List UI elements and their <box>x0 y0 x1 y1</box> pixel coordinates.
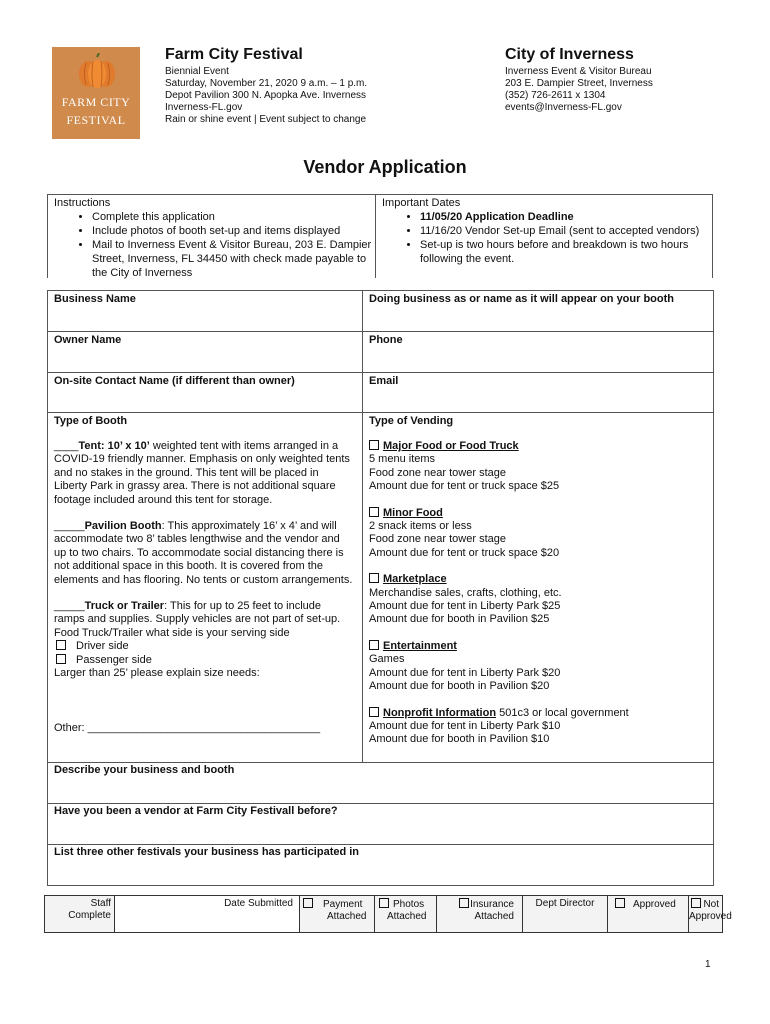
vendor-before-field[interactable]: Have you been a vendor at Farm City Festivall before? <box>54 805 338 817</box>
event-line: Rain or shine event | Event subject to change <box>165 114 367 125</box>
approved-checkbox[interactable] <box>615 898 625 908</box>
nonprofit-title: Nonprofit Information <box>383 706 497 719</box>
row-divider <box>47 844 714 845</box>
photos-checkbox[interactable] <box>379 898 389 908</box>
cell-divider <box>607 896 608 932</box>
truck-description: : This for up to 25 feet to include ramps and supplies. Supply vehicles are not part of set-up. <box>54 600 341 626</box>
nonprofit-option[interactable] <box>369 707 709 747</box>
cell-text: Not <box>703 899 719 910</box>
nonprofit-suffix: 501c3 or local government <box>496 706 629 719</box>
row-divider <box>47 331 714 332</box>
important-dates-box <box>375 194 713 278</box>
passenger-side-label: Passenger side <box>76 653 152 666</box>
truck-option[interactable] <box>54 600 354 627</box>
cell-text: Attached <box>387 911 427 922</box>
vending-detail: Merchandise sales, crafts, clothing, etc. <box>369 586 562 599</box>
not-approved-cell[interactable] <box>689 896 732 934</box>
city-details <box>505 66 653 114</box>
vending-detail: Food zone near tower stage <box>369 466 506 479</box>
instructions-heading: Instructions <box>54 197 111 209</box>
approved-cell[interactable] <box>615 896 695 934</box>
describe-business-field[interactable]: Describe your business and booth <box>54 764 235 776</box>
event-header <box>165 46 367 126</box>
event-line: Inverness-FL.gov <box>165 102 243 113</box>
cell-text: Approved <box>689 911 732 922</box>
marketplace-checkbox[interactable] <box>369 573 379 583</box>
dba-field[interactable]: Doing business as or name as it will appear on your booth <box>369 293 674 305</box>
instructions-list <box>48 210 376 280</box>
cell-text: Photos <box>393 899 425 910</box>
vending-detail: Amount due for booth in Pavilion $10 <box>369 733 550 746</box>
vending-detail: Amount due for booth in Pavilion $20 <box>369 680 550 693</box>
not-approved-checkbox[interactable] <box>691 898 701 908</box>
contact-name-field[interactable]: On-site Contact Name (if different than owner) <box>54 375 295 387</box>
cell-divider <box>299 896 300 932</box>
logo-line2: FESTIVAL <box>66 113 126 127</box>
cell-text: Approved <box>633 899 676 910</box>
vending-detail: 2 snack items or less <box>369 520 472 533</box>
vending-detail: Amount due for tent or truck space $20 <box>369 546 560 559</box>
insurance-checkbox[interactable] <box>459 898 469 908</box>
vending-type-heading: Type of Vending <box>369 415 454 427</box>
truck-blank: _____ <box>54 600 85 613</box>
event-title: Farm City Festival <box>165 46 303 63</box>
cell-text: Dept Director <box>535 898 595 909</box>
payment-attached-cell[interactable] <box>303 896 375 934</box>
column-divider <box>362 290 363 762</box>
booth-type-heading: Type of Booth <box>54 415 128 427</box>
entertainment-title: Entertainment <box>383 639 457 652</box>
tent-description: weighted tent with items arranged in a COVID-19 friendly manner. Emphasis on only weighted tents and no stakes in the ground. This tent will be placed in Liberty Park in grassy area. There is not additional square footage included around this tent for storage. <box>54 440 350 506</box>
event-line: Biennial Event <box>165 66 229 77</box>
entertainment-checkbox[interactable] <box>369 640 379 650</box>
owner-name-field[interactable]: Owner Name <box>54 334 122 346</box>
list-item: • Include photos of booth set-up and items displayed <box>92 224 376 238</box>
cell-text: Attached <box>327 911 367 922</box>
city-line: events@Inverness-FL.gov <box>505 102 622 113</box>
cell-text: Attached <box>474 911 514 922</box>
driver-side-label: Driver side <box>76 640 129 653</box>
vending-detail: Food zone near tower stage <box>369 533 506 546</box>
serving-side-question: Food Truck/Trailer what side is your serving side <box>54 626 290 639</box>
pavilion-label: Pavilion Booth <box>84 520 162 533</box>
vending-detail: Games <box>369 653 405 666</box>
row-divider <box>47 803 714 804</box>
driver-side-checkbox[interactable] <box>56 640 66 650</box>
vending-detail: 5 menu items <box>369 453 436 466</box>
payment-checkbox[interactable] <box>303 898 313 908</box>
cell-text: Insurance <box>470 899 514 910</box>
major-food-option[interactable] <box>369 440 709 494</box>
list-item: • 11/05/20 Application Deadline <box>420 210 712 224</box>
dates-list <box>376 210 712 266</box>
tent-option[interactable] <box>54 440 354 507</box>
logo-line1: FARM CITY <box>61 95 131 109</box>
row-divider <box>47 412 714 413</box>
list-item: • Set-up is two hours before and breakdown is two hours following the event. <box>420 238 712 266</box>
insurance-attached-cell[interactable] <box>409 896 514 934</box>
city-line: Inverness Event & Visitor Bureau <box>505 66 652 77</box>
date-submitted-cell[interactable] <box>115 896 299 932</box>
minor-food-title: Minor Food <box>383 506 443 519</box>
entertainment-option[interactable] <box>369 640 709 694</box>
pumpkin-icon <box>78 53 116 89</box>
vending-detail: Amount due for tent or truck space $25 <box>369 480 560 493</box>
dates-heading: Important Dates <box>382 197 461 209</box>
list-item: • Mail to Inverness Event & Visitor Bureau, 203 E. Dampier Street, Inverness, FL 34450 with check made payable to the City of Inverness <box>92 238 376 280</box>
minor-food-checkbox[interactable] <box>369 507 379 517</box>
vending-detail: Amount due for booth in Pavilion $25 <box>369 613 550 626</box>
passenger-side-checkbox[interactable] <box>56 654 66 664</box>
vending-type-section <box>369 415 709 747</box>
cell-text: Complete <box>68 910 111 921</box>
dept-director-cell <box>523 896 607 934</box>
list-item: • 11/16/20 Vendor Set-up Email (sent to accepted vendors) <box>420 224 712 238</box>
business-name-field[interactable]: Business Name <box>54 293 136 305</box>
city-line: 203 E. Dampier Street, Inverness <box>505 78 653 89</box>
marketplace-title: Marketplace <box>383 573 447 586</box>
email-field[interactable]: Email <box>369 375 399 387</box>
phone-field[interactable]: Phone <box>369 334 403 346</box>
event-line: Saturday, November 21, 2020 9 a.m. – 1 p.m. <box>165 78 368 89</box>
cell-text: Staff <box>90 898 111 909</box>
page-title: Vendor Application <box>303 157 467 177</box>
booth-type-section <box>54 415 354 681</box>
row-divider <box>47 372 714 373</box>
city-line: (352) 726-2611 x 1304 <box>505 90 606 101</box>
pavilion-description: : This approximately 16’ x 4’ and will accommodate two 8’ tables lengthwise and the vendor and up to two chairs. To accommodate social distancing there is not additional space in this booth. It is covered from the elements and has flooring. No tents or custom arrangements. <box>54 520 353 586</box>
cell-text: Date Submitted <box>224 898 293 909</box>
pavilion-option[interactable] <box>54 520 354 587</box>
major-food-title: Major Food or Food Truck <box>383 440 519 452</box>
passenger-side-option[interactable] <box>54 654 354 667</box>
minor-food-option[interactable] <box>369 507 709 561</box>
tent-blank: ____ <box>54 440 79 452</box>
other-festivals-field[interactable]: List three other festivals your business has participated in <box>54 846 360 858</box>
page-number: 1 <box>705 959 711 970</box>
other-field[interactable]: Other: ______________________________________ <box>54 722 321 734</box>
tent-label: Tent: 10’ x 10’ <box>78 440 150 452</box>
marketplace-option[interactable] <box>369 573 709 627</box>
row-divider <box>47 762 714 763</box>
cell-text: Payment <box>323 899 363 910</box>
nonprofit-checkbox[interactable] <box>369 707 379 717</box>
staff-complete-cell <box>45 896 111 934</box>
cell-divider <box>374 896 375 932</box>
size-needs-label: Larger than 25’ please explain size needs: <box>54 667 260 680</box>
city-header <box>505 46 653 114</box>
truck-label: Truck or Trailer <box>84 600 165 613</box>
vending-detail: Amount due for tent in Liberty Park $25 <box>369 600 561 613</box>
list-item: • Complete this application <box>92 210 376 224</box>
instructions-box <box>47 194 376 278</box>
major-food-checkbox[interactable] <box>369 440 379 450</box>
pavilion-blank: _____ <box>54 520 85 533</box>
office-use-table <box>44 895 732 933</box>
farm-city-festival-logo <box>52 47 140 139</box>
event-details <box>165 66 367 126</box>
city-title: City of Inverness <box>505 46 634 63</box>
vending-detail: Amount due for tent in Liberty Park $10 <box>369 719 561 732</box>
vending-detail: Amount due for tent in Liberty Park $20 <box>369 666 561 679</box>
event-line: Depot Pavilion 300 N. Apopka Ave. Inverness <box>165 90 367 101</box>
driver-side-option[interactable] <box>54 640 354 653</box>
